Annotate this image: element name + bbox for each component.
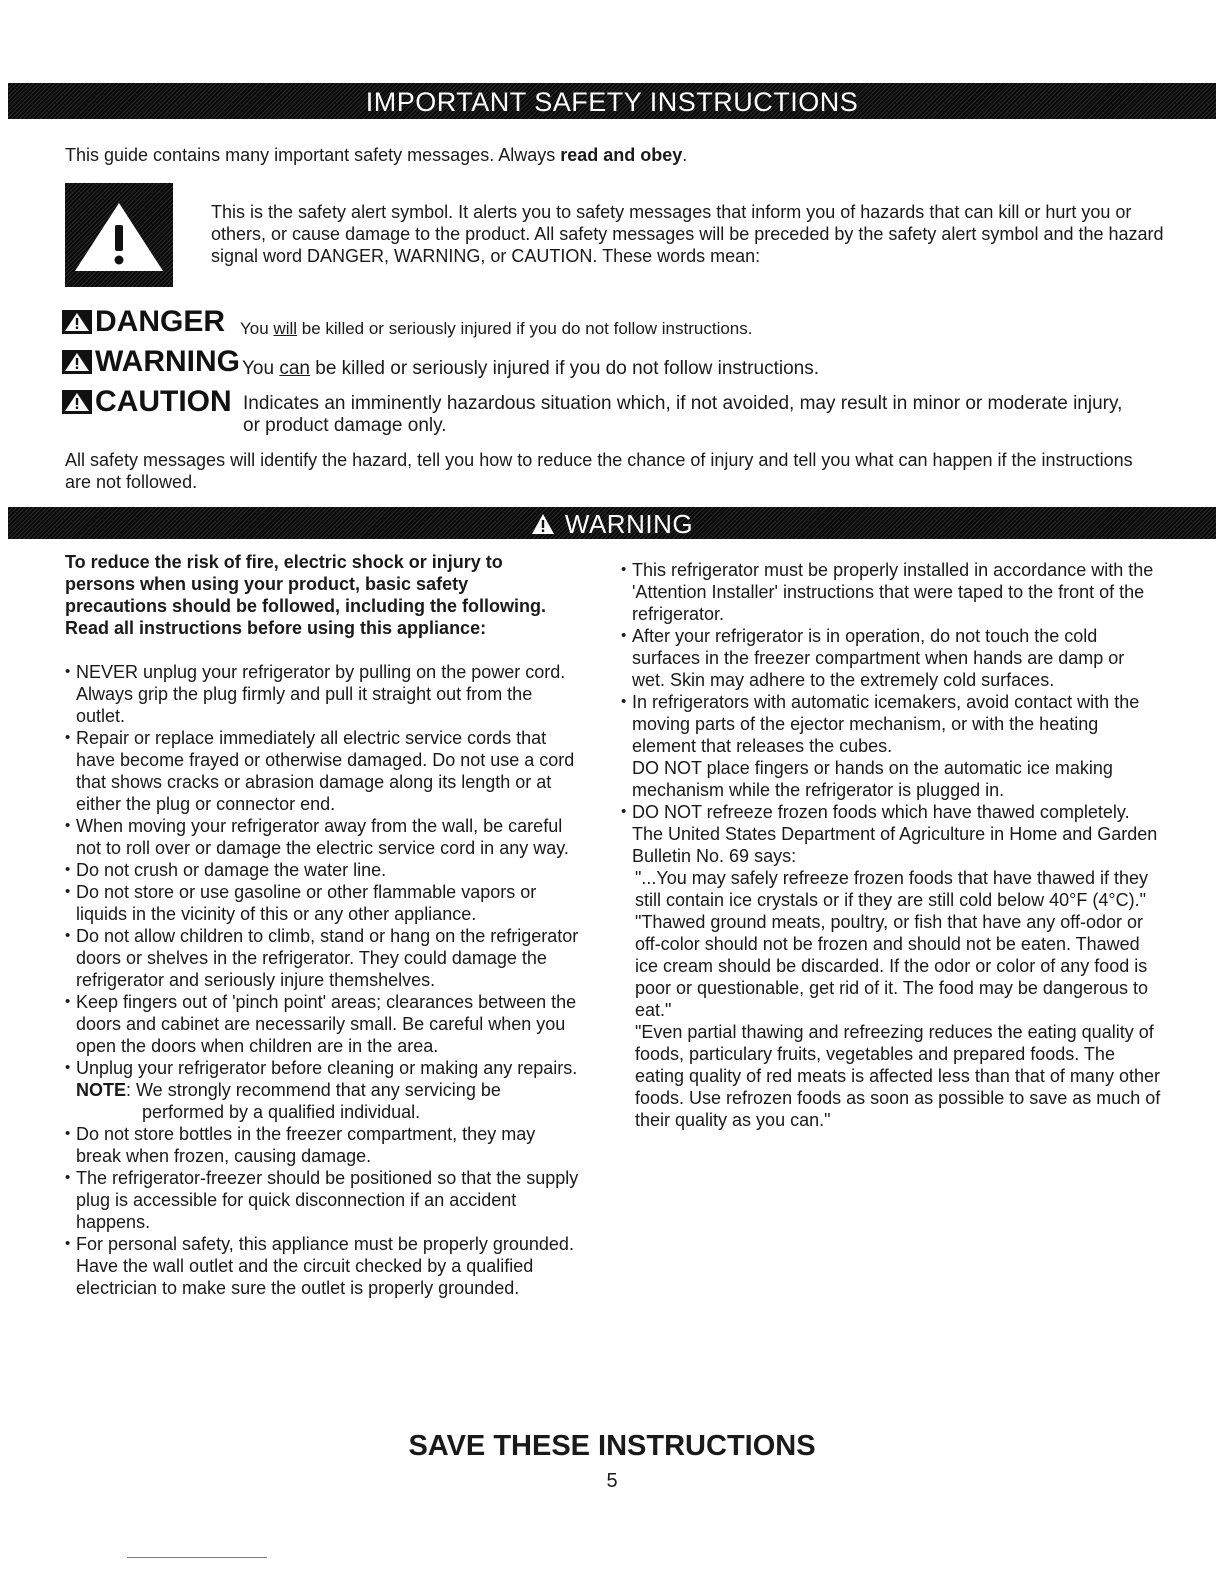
servicing-note: NOTE: We strongly recommend that any servicing be (76, 1080, 501, 1100)
left-bullets-a (65, 661, 585, 1079)
safety-alert-icon (65, 183, 173, 287)
list-item: • When moving your refrigerator away from the wall, be careful not to roll over or damage the electric service cord in any way. (65, 815, 585, 859)
bottom-divider (127, 1557, 267, 1558)
icemaker-caution: DO NOT place fingers or hands on the automatic ice making mechanism while the refrigerator is plugged in. (632, 758, 1113, 800)
usda-quote: "Thawed ground meats, poultry, or fish that have any off-odor or off-color should not be frozen and should not be eaten. Thawed ice cream should be discarded. If the odor or color of any food is poor or questionable, get rid of it. The food may be dangerous to eat." (635, 912, 1148, 1020)
list-item: • Do not crush or damage the water line. (65, 859, 585, 881)
all-messages-text: All safety messages will identify the hazard, tell you how to reduce the chance of injury and tell you what can happen if the instructions are not followed. (65, 450, 1133, 492)
danger-row (62, 305, 752, 339)
save-instructions-heading: SAVE THESE INSTRUCTIONS (408, 1430, 816, 1462)
usda-quote: "...You may safely refreeze frozen foods that have thawed if they still contain ice crystals or if they are still cold below 40°F (4°C)." (635, 868, 1149, 910)
warning-description: You can be killed or seriously injured if you do not follow instructions. (242, 358, 820, 379)
list-item: • This refrigerator must be properly installed in accordance with the 'Attention Installer' instructions that were taped to the front of the refrigerator. (621, 559, 1161, 625)
warning-triangle-icon (62, 350, 92, 374)
warning-banner (8, 507, 1216, 539)
list-item: • Keep fingers out of 'pinch point' areas; clearances between the doors and cabinet are necessarily small. Be careful when you open the doors when children are in the area. (65, 991, 585, 1057)
banner-title: IMPORTANT SAFETY INSTRUCTIONS (365, 87, 859, 117)
left-bullets-b (65, 1123, 585, 1299)
alert-symbol-description: This is the safety alert symbol. It alerts you to safety messages that inform you of hazards that can kill or hurt you or others, or cause damage to the product. All safety messages will be preceded by the safety alert symbol and the hazard signal word DANGER, WARNING, or CAUTION. These words mean: (211, 202, 1164, 266)
list-item: • DO NOT refreeze frozen foods which have thawed completely. The United States Department of Agriculture in Home and Garden Bulletin No. 69 says: (621, 801, 1161, 867)
right-bullets-a (621, 559, 1161, 757)
warning-row (62, 345, 819, 380)
list-item: • After your refrigerator is in operation, do not touch the cold surfaces in the freezer compartment when hands are damp or wet. Skin may adhere to the extremely cold surfaces. (621, 625, 1161, 691)
list-item: • For personal safety, this appliance must be properly grounded. Have the wall outlet and the circuit checked by a qualified electrician to make sure the outlet is properly grounded. (65, 1233, 585, 1299)
servicing-note-cont: performed by a qualified individual. (142, 1102, 421, 1122)
warning-triangle-icon (531, 513, 555, 535)
safety-instructions-banner (8, 83, 1216, 119)
danger-description: You will be killed or seriously injured if you do not follow instructions. (240, 319, 753, 338)
left-column (65, 551, 585, 1299)
list-item: • In refrigerators with automatic icemakers, avoid contact with the moving parts of the ejector mechanism, or with the heating element that releases the cubes. (621, 691, 1161, 757)
warning-triangle-icon (62, 310, 92, 334)
list-item: • Repair or replace immediately all electric service cords that have become frayed or otherwise damaged. Do not use a cord that shows cracks or abrasion damage along its length or at either the plug or connector end. (65, 727, 585, 815)
danger-label: DANGER (62, 305, 240, 339)
intro-text: This guide contains many important safety messages. Always read and obey. (65, 145, 688, 165)
list-item: • Do not allow children to climb, stand or hang on the refrigerator doors or shelves in the refrigerator. They could damage the refrigerator and seriously injure themshelves. (65, 925, 585, 991)
warning-banner-title: WARNING (564, 509, 694, 539)
list-item: • Do not store or use gasoline or other flammable vapors or liquids in the vicinity of this or any other appliance. (65, 881, 585, 925)
lead-paragraph: To reduce the risk of fire, electric shock or injury to persons when using your product, basic safety precautions should be followed, including the following. Read all instructions before using this appliance: (65, 552, 546, 638)
list-item: • Unplug your refrigerator before cleaning or making any repairs. (65, 1057, 585, 1079)
usda-quote: "Even partial thawing and refreezing reduces the eating quality of foods, particulary fruits, vegetables and prepared foods. The eating quality of red meats is affected less than that of many other foods. Use refrozen foods as soon as possible to save as much of their quality as you can." (635, 1022, 1161, 1130)
page-number: 5 (606, 1470, 618, 1492)
right-column (621, 559, 1161, 1131)
caution-row (62, 385, 1123, 437)
list-item: • NEVER unplug your refrigerator by pulling on the power cord. Always grip the plug firmly and pull it straight out from the outlet. (65, 661, 585, 727)
warning-triangle-icon (62, 390, 92, 414)
right-bullets-b (621, 801, 1161, 867)
list-item: • The refrigerator-freezer should be positioned so that the supply plug is accessible for quick disconnection if an accident happens. (65, 1167, 585, 1233)
caution-description: Indicates an imminently hazardous situation which, if not avoided, may result in minor or moderate injury, or product damage only. (243, 393, 1123, 436)
warning-label: WARNING (62, 345, 242, 379)
caution-label: CAUTION (62, 385, 243, 419)
list-item: • Do not store bottles in the freezer compartment, they may break when frozen, causing damage. (65, 1123, 585, 1167)
